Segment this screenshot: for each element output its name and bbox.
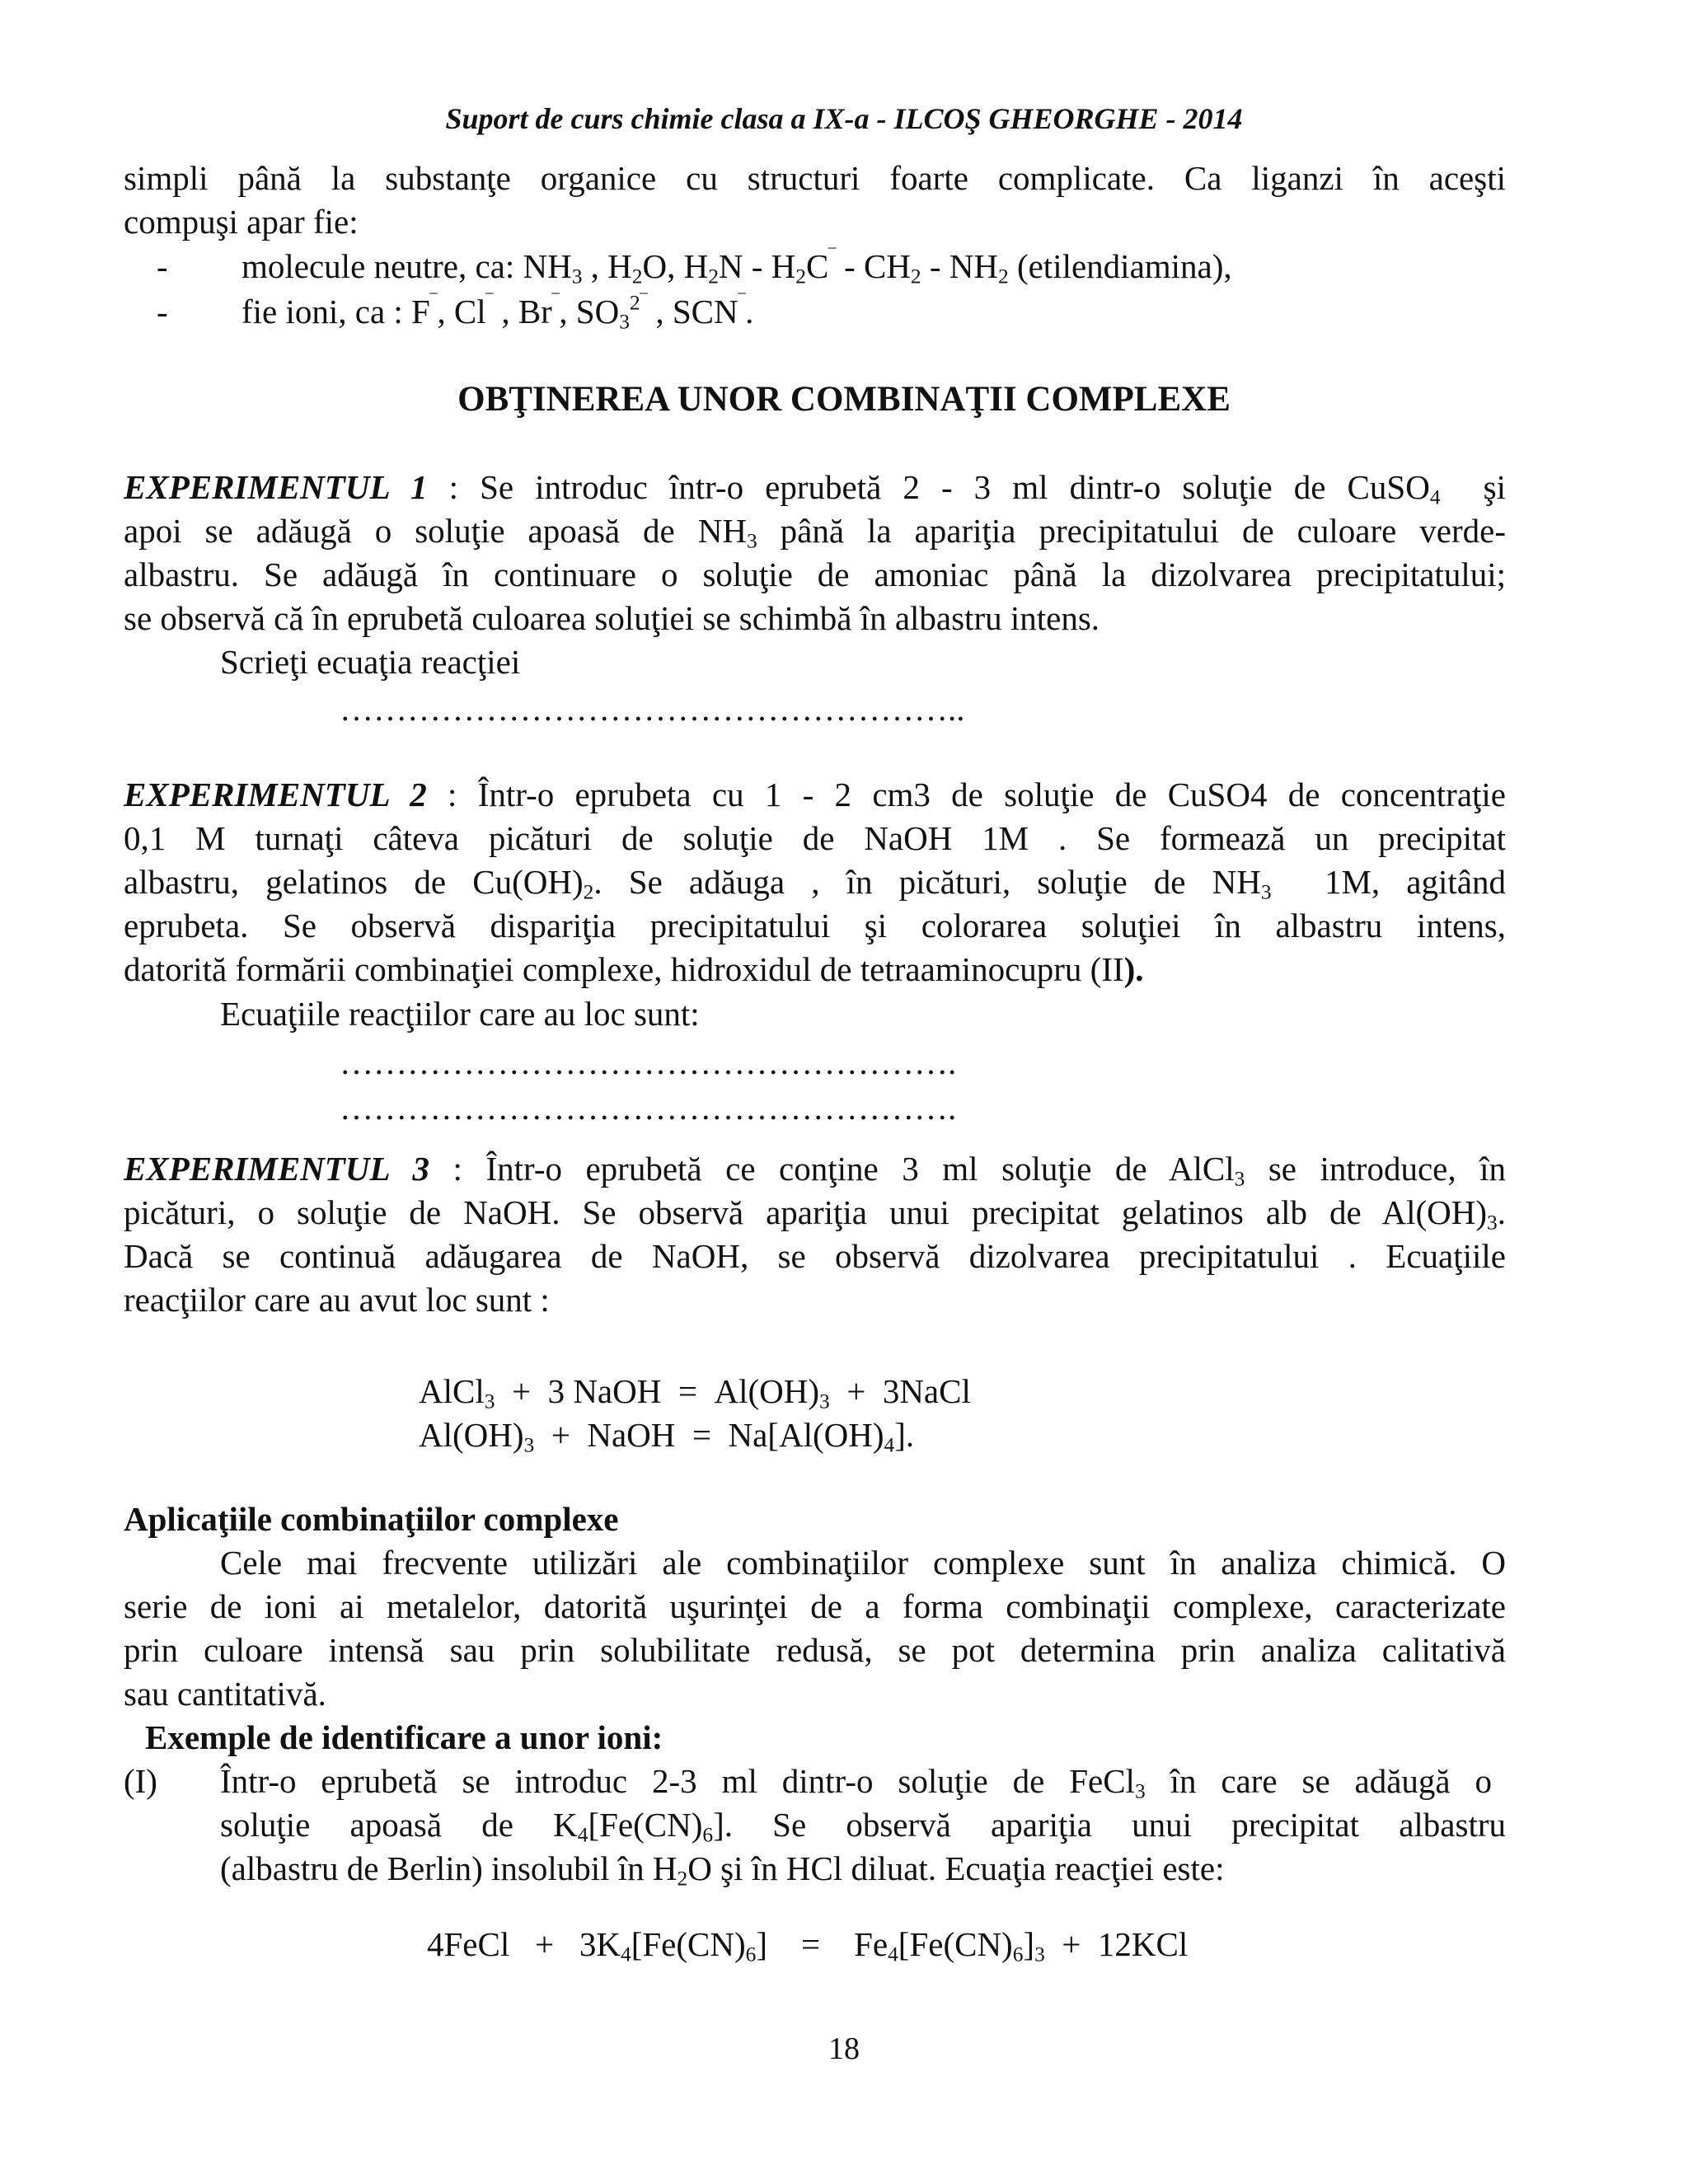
exp1-line-3: albastru. Se adăugă în continuare o soluţie de amoniac până la dizolvarea precipitatului;	[124, 555, 1506, 593]
exp1-line-4: se observă că în eprubetă culoarea soluţiei se schimbă în albastru intens.	[124, 599, 1100, 637]
exp2-line-3: albastru, gelatinos de $Cu(OH)_2$. Se adăuga , în picături, soluţie de $NH_3$ 1M, agitând	[124, 863, 1506, 904]
intro-line-2: compuşi apar fie:	[124, 203, 359, 241]
equation-aloh3-naoh: $Al(OH)_3$ + NaOH = $Na[Al(OH)_4]$.	[419, 1416, 915, 1457]
exp1-line-1: EXPERIMENTUL 1 : Se introduc într-o eprubetă 2 - 3 ml dintr-o soluţie de CuSO$_4$ şi	[124, 468, 1507, 509]
exp2-prompt: Ecuaţiile reacţiilor care au loc sunt:	[220, 995, 700, 1033]
exp2-line-4: eprubeta. Se observă dispariţia precipitatului şi colorarea soluţiei în albastru intens,	[124, 907, 1506, 944]
exp2-answer-dots-1: ……………………………………………….	[340, 1043, 957, 1081]
bullet-dash-2: -	[157, 293, 168, 330]
aplicatii-title: Aplicaţiile combinaţiilor complexe	[124, 1500, 619, 1538]
aplicatii-line-3: prin culoare intensă sau prin solubilitate redusă, se pot determina prin analiza calitativă	[124, 1631, 1506, 1669]
exp1-line-2: apoi se adăugă o soluţie apoasă de $NH_3$ până la apariţia precipitatului de culoare verde-	[124, 512, 1506, 553]
exp1-answer-dots: ………………………………………………..	[340, 690, 965, 728]
exemple-line-1: Într-o eprubetă se introduc 2-3 ml dintr-o soluţie de FeCl$_3$ în care se adăugă o	[220, 1762, 1493, 1803]
exp3-line-2: picături, o soluţie de NaOH. Se observă apariţia unui precipitat gelatinos alb de $Al(OH)_3$.	[124, 1193, 1506, 1235]
exp2-line-2: 0,1 M turnaţi câteva picături de soluţie de NaOH 1M . Se formează un precipitat	[124, 819, 1506, 857]
section-title: OBŢINEREA UNOR COMBINAŢII COMPLEXE	[457, 380, 1231, 419]
bullet-neutral-molecules: molecule neutre, ca: $NH_3$ , $H_2O$, $H_2N - H_2C^‾ - CH_2 - NH_2$ (etilendiamina),	[241, 246, 1232, 288]
bullet-ions: fie ioni, ca : F‾, Cl‾ , Br‾, $SO_3^{2‾}$ , SCN‾.	[241, 291, 754, 334]
aplicatii-line-4: sau cantitativă.	[124, 1675, 326, 1713]
exp1-prompt: Scrieţi ecuaţia reacţiei	[220, 643, 521, 681]
page-header: Suport de curs chimie clasa a IX-a - ILCOŞ GHEORGHE - 2014	[445, 102, 1243, 135]
intro-line-1: simpli până la substanţe organice cu structuri foarte complicate. Ca liganzi în aceşti	[124, 159, 1506, 197]
exp2-line-1: EXPERIMENTUL 2 : Într-o eprubeta cu 1 - 2 cm3 de soluţie de CuSO4 de concentraţie	[124, 776, 1507, 813]
bullet-dash-1: -	[157, 247, 168, 285]
exp3-line-4: reacţiilor care au avut loc sunt :	[124, 1281, 550, 1319]
exemple-line-2: soluţie apoasă de $K_4[Fe(CN)_6]$. Se observă apariţia unui precipitat albastru	[220, 1806, 1506, 1847]
aplicatii-line-2: serie de ioni ai metalelor, datorită uşurinţei de a forma combinaţii complexe, caracterizate	[124, 1587, 1506, 1625]
exp3-line-1: EXPERIMENTUL 3 : Într-o eprubetă ce conţine 3 ml soluţie de AlCl$_3$ se introduce, în	[124, 1150, 1507, 1191]
exemple-title: Exemple de identificare a unor ioni:	[145, 1718, 663, 1756]
exp2-line-5: datorită formării combinaţiei complexe, hidroxidul de tetraaminocupru (II).	[124, 950, 1144, 988]
exp2-answer-dots-2: ……………………………………………….	[340, 1089, 957, 1127]
equation-berlin-blue: 4FeCl + $3K_4[Fe(CN)_6]$ = $Fe_4[Fe(CN)_6]_3 + 12KCl$	[427, 1925, 1189, 1966]
page-number: 18	[828, 2032, 860, 2066]
exemple-marker: (I)	[124, 1762, 157, 1800]
equation-alcl3-naoh: AlCl$_3$ + 3 NaOH = $Al(OH)_3$ + 3NaCl	[419, 1372, 971, 1413]
exp3-line-3: Dacă se continuă adăugarea de NaOH, se observă dizolvarea precipitatului . Ecuaţiile	[124, 1237, 1506, 1275]
exemple-line-3: (albastru de Berlin) insolubil în $H_2O$ şi în HCl diluat. Ecuaţia reacţiei este:	[220, 1849, 1225, 1891]
aplicatii-line-1: Cele mai frecvente utilizări ale combinaţiilor complexe sunt în analiza chimică. O	[220, 1544, 1506, 1582]
